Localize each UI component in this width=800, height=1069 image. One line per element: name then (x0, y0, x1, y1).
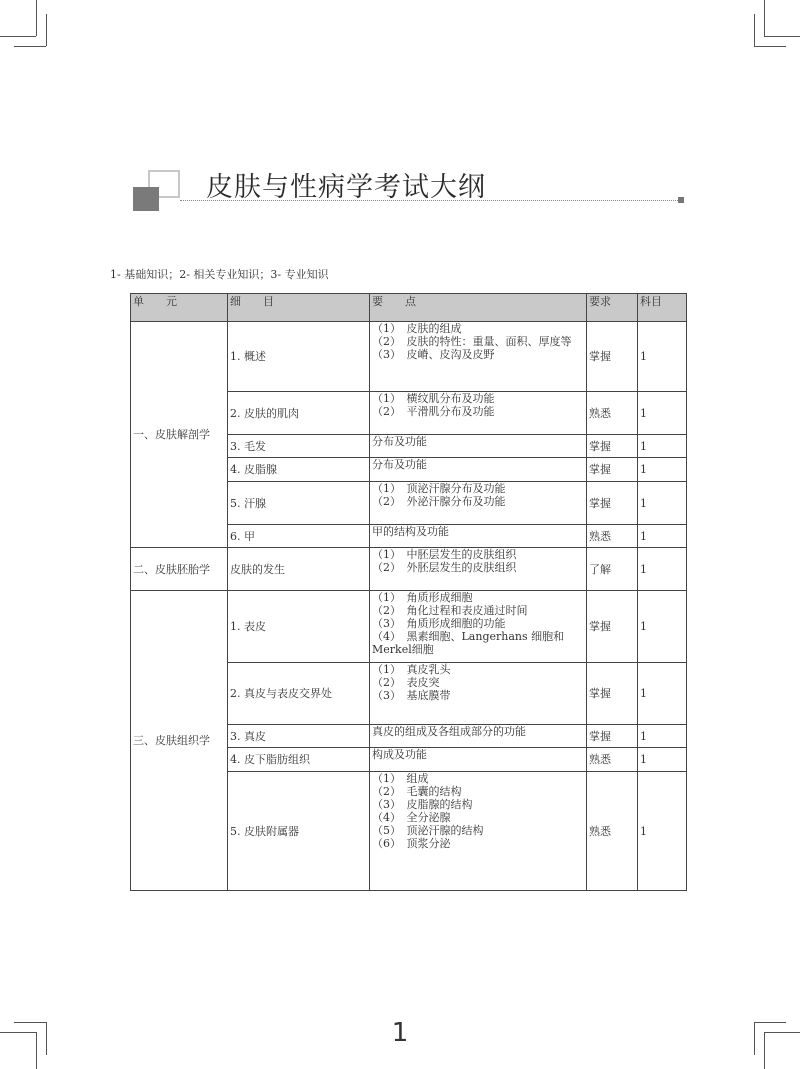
requirement-cell: 熟悉 (587, 748, 638, 772)
points-cell: （1） 组成 （2） 毛囊的结构 （3） 皮脂腺的结构 （4） 全分泌腺 （5） 顶泌汗腺的结构 （6） 顶浆分泌 (370, 772, 587, 891)
requirement-cell: 熟悉 (587, 392, 638, 435)
points-cell: 甲的结构及功能 (370, 525, 587, 548)
syllabus-table (130, 293, 687, 891)
subject-cell: 1 (638, 748, 687, 772)
title-divider-end (678, 197, 684, 203)
table-row (131, 591, 687, 663)
item-cell: 2. 皮肤的肌肉 (228, 392, 370, 435)
subject-cell: 1 (638, 663, 687, 725)
requirement-cell: 熟悉 (587, 772, 638, 891)
subject-cell: 1 (638, 525, 687, 548)
points-cell: （1） 中胚层发生的皮肤组织 （2） 外胚层发生的皮肤组织 (370, 548, 587, 591)
points-cell: （1） 顶泌汗腺分布及功能 （2） 外泌汗腺分布及功能 (370, 482, 587, 525)
item-cell: 3. 毛发 (228, 435, 370, 458)
points-cell: （1） 真皮乳头 （2） 表皮突 （3） 基底膜带 (370, 663, 587, 725)
requirement-cell: 掌握 (587, 435, 638, 458)
header-points: 要 点 (370, 294, 587, 322)
requirement-cell: 掌握 (587, 725, 638, 748)
table-row (131, 548, 687, 591)
points-cell: （1） 皮肤的组成 （2） 皮肤的特性：重量、面积、厚度等 （3） 皮嵴、皮沟及皮野 (370, 322, 587, 392)
subject-cell: 1 (638, 548, 687, 591)
subject-cell: 1 (638, 725, 687, 748)
subject-cell: 1 (638, 458, 687, 482)
requirement-cell: 掌握 (587, 482, 638, 525)
item-cell: 皮肤的发生 (228, 548, 370, 591)
table-header-row (131, 294, 687, 322)
subject-legend: 1- 基础知识；2- 相关专业知识；3- 专业知识 (110, 268, 329, 281)
requirement-cell: 掌握 (587, 663, 638, 725)
points-cell: 真皮的组成及各组成部分的功能 (370, 725, 587, 748)
item-cell: 2. 真皮与表皮交界处 (228, 663, 370, 725)
unit-cell: 三、皮肤组织学 (131, 591, 228, 891)
title-decoration-square (133, 187, 159, 211)
header-requirement: 要求 (587, 294, 638, 322)
page-number: 1 (391, 1018, 409, 1048)
item-cell: 5. 皮肤附属器 (228, 772, 370, 891)
points-cell: 分布及功能 (370, 458, 587, 482)
requirement-cell: 掌握 (587, 322, 638, 392)
points-cell: （1） 角质形成细胞 （2） 角化过程和表皮通过时间 （3） 角质形成细胞的功能 （4） 黑素细胞、Langerhans 细胞和 Merkel细胞 (370, 591, 587, 663)
requirement-cell: 了解 (587, 548, 638, 591)
subject-cell: 1 (638, 482, 687, 525)
unit-cell: 一、皮肤解剖学 (131, 322, 228, 548)
requirement-cell: 熟悉 (587, 525, 638, 548)
header-subject: 科目 (638, 294, 687, 322)
subject-cell: 1 (638, 435, 687, 458)
subject-cell: 1 (638, 772, 687, 891)
subject-cell: 1 (638, 322, 687, 392)
item-cell: 3. 真皮 (228, 725, 370, 748)
item-cell: 4. 皮脂腺 (228, 458, 370, 482)
requirement-cell: 掌握 (587, 458, 638, 482)
unit-cell: 二、皮肤胚胎学 (131, 548, 228, 591)
item-cell: 6. 甲 (228, 525, 370, 548)
points-cell: 分布及功能 (370, 435, 587, 458)
header-item: 细 目 (228, 294, 370, 322)
points-cell: （1） 横纹肌分布及功能 （2） 平滑肌分布及功能 (370, 392, 587, 435)
points-cell: 构成及功能 (370, 748, 587, 772)
item-cell: 1. 概述 (228, 322, 370, 392)
title-divider (180, 200, 678, 201)
header-unit: 单 元 (131, 294, 228, 322)
requirement-cell: 掌握 (587, 591, 638, 663)
item-cell: 4. 皮下脂肪组织 (228, 748, 370, 772)
item-cell: 1. 表皮 (228, 591, 370, 663)
table-body (131, 322, 687, 891)
page-title: 皮肤与性病学考试大纲 (206, 172, 486, 203)
subject-cell: 1 (638, 591, 687, 663)
table-row (131, 322, 687, 392)
item-cell: 5. 汗腺 (228, 482, 370, 525)
subject-cell: 1 (638, 392, 687, 435)
